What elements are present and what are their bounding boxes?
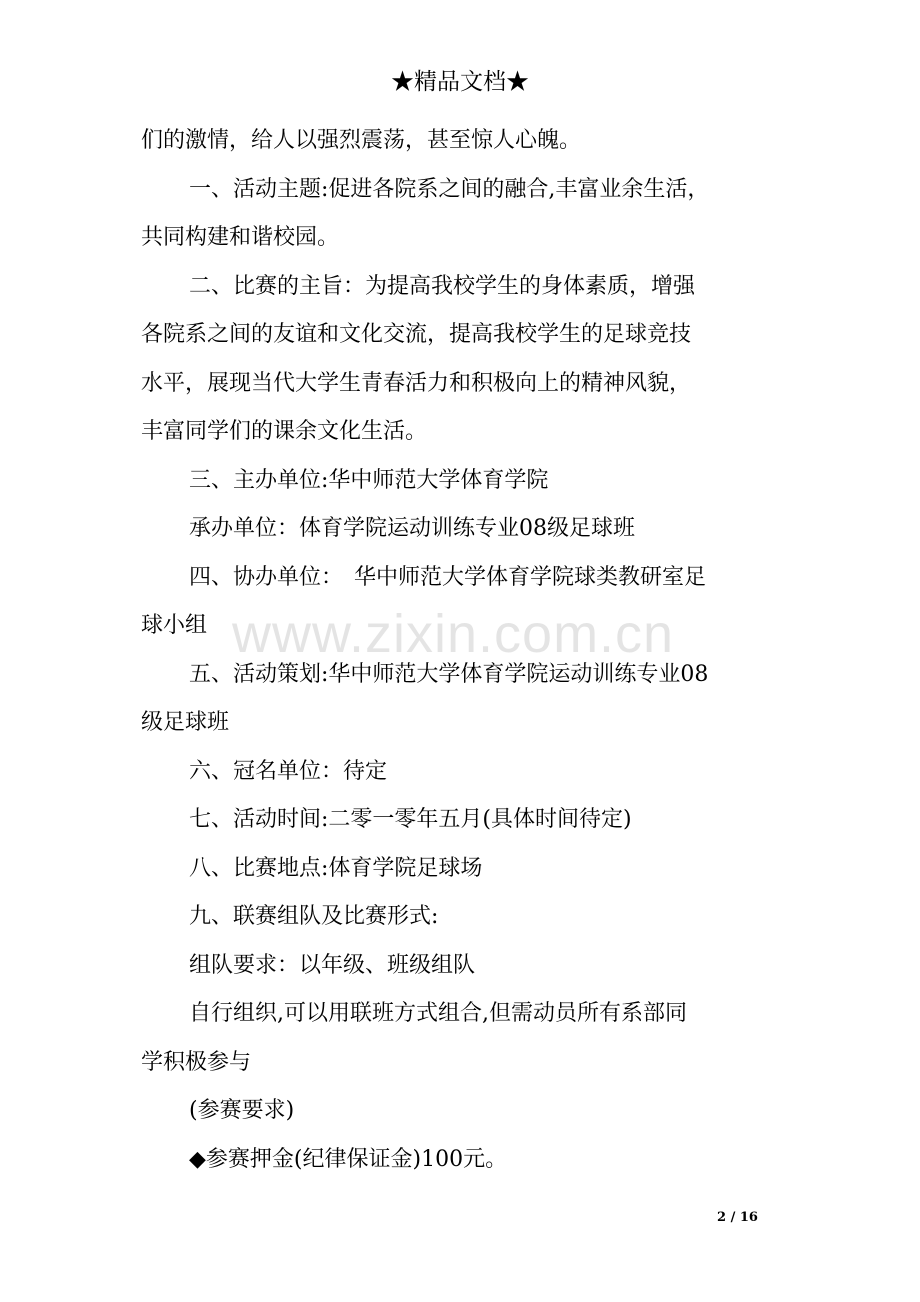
body-line: 九、联赛组队及比赛形式: <box>189 904 439 929</box>
body-line: 球小组 <box>141 613 208 638</box>
body-line: 一、活动主题:促进各院系之间的融合,丰富业余生活， <box>189 176 710 202</box>
body-line: 各院系之间的友谊和文化交流，提高我校学生的足球竞技 <box>141 322 692 347</box>
body-line: 三、主办单位:华中师范大学体育学院 <box>189 467 549 493</box>
body-line: 六、冠名单位：待定 <box>189 758 388 784</box>
body-line: 级足球班 <box>141 710 230 735</box>
body-line: 八、比赛地点:体育学院足球场 <box>189 855 483 881</box>
body-line: 水平，展现当代大学生青春活力和积极向上的精神风貌， <box>141 370 692 396</box>
body-line: 们的激情，给人以强烈震荡，甚至惊人心魄。 <box>141 128 582 153</box>
body-line: 自行组织,可以用联班方式组合,但需动员所有系部同 <box>189 1001 687 1026</box>
body-line: 二、比赛的主旨：为提高我校学生的身体素质，增强 <box>189 273 696 299</box>
body-line: 承办单位：体育学院运动训练专业08级足球班 <box>189 516 635 541</box>
body-line: 五、活动策划:华中师范大学体育学院运动训练专业08 <box>189 661 709 687</box>
body-line: (参赛要求) <box>189 1098 295 1123</box>
body-line: 学积极参与 <box>141 1049 252 1075</box>
body-line: 共同构建和谐校园。 <box>141 225 340 250</box>
body-line: 组队要求：以年级、班级组队 <box>189 952 476 978</box>
body-line: 七、活动时间:二零一零年五月(具体时间待定) <box>189 807 632 832</box>
body-line: ◆参赛押金(纪律保证金)100元。 <box>189 1146 508 1172</box>
page-header-title: ★精品文档★ <box>391 69 529 95</box>
document-body <box>141 117 786 1184</box>
watermark: www.zixin.com.cn <box>232 604 675 664</box>
body-line: 丰富同学们的课余文化生活。 <box>141 419 428 444</box>
page-number: 2 / 16 <box>717 1210 758 1225</box>
body-line: 四、协办单位： 华中师范大学体育学院球类教研室足 <box>189 564 707 590</box>
